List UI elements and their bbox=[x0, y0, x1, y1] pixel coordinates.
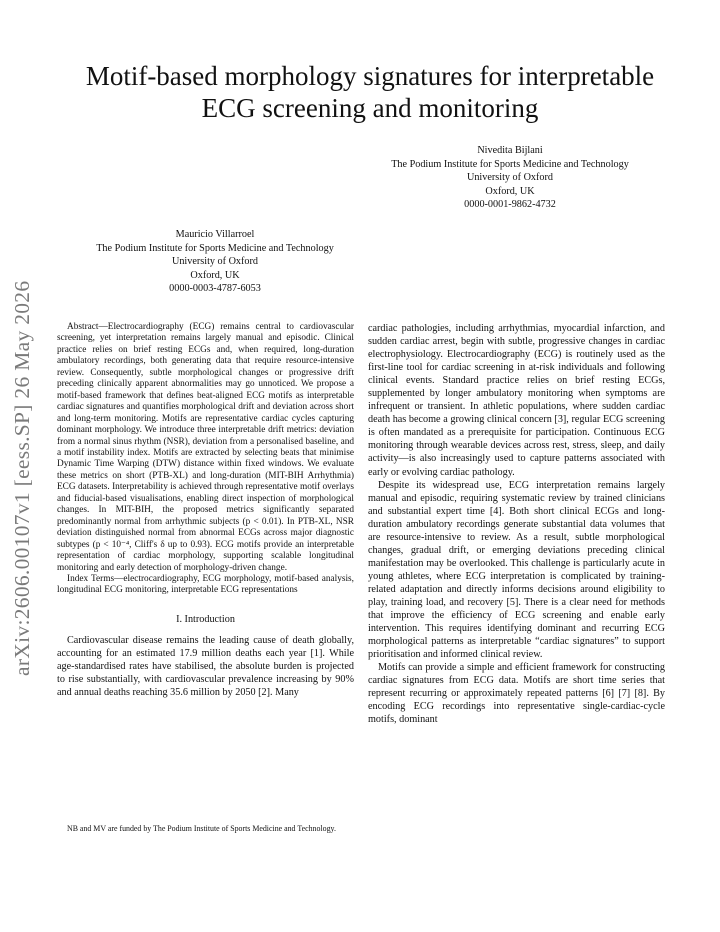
right-column bbox=[368, 322, 665, 726]
author-block-villarroel bbox=[55, 228, 375, 296]
author-block-bijlani bbox=[350, 144, 670, 212]
title-line-2: ECG screening and monitoring bbox=[201, 93, 539, 123]
author-name: Mauricio Villarroel bbox=[175, 229, 255, 240]
author-name: Nivedita Bijlani bbox=[477, 145, 543, 156]
paper-title bbox=[40, 60, 700, 124]
abstract bbox=[57, 322, 354, 597]
author-affiliation: The Podium Institute for Sports Medicine and Technology bbox=[96, 242, 334, 254]
section-heading-introduction: I. Introduction bbox=[176, 613, 235, 625]
left-column bbox=[57, 322, 354, 699]
body-paragraph-1: cardiac pathologies, including arrhythmias, myocardial infarction, and sudden cardiac arrest, begin with subtle, progressive changes in cardiac electrophysiology. Electrocardiography (ECG) is routinely used as the first-line tool for cardiac screening in at-risk individuals and following clinical events. Standard practice relies on brief resting ECGs, supplemented by longer ambulatory monitoring when symptoms are infrequent or transient. In athletic populations, where sudden cardiac death has become a growing clinical concern [3], regular ECG screening is often mandated as a prerequisite for participation. Continuous ECG monitoring through wearable devices across rest, stress, sleep, and daily activity—is also increasingly used to capture patterns associated with early or evolving cardiac pathology. bbox=[368, 323, 665, 478]
body-paragraph-2: Despite its widespread use, ECG interpretation remains largely manual and episodic, requiring systematic review by trained clinicians and substantial expert time [4]. Both short clinical ECGs and long-duration ambulatory recordings generate substantial data volumes that are resource-intensive to review. As a result, subtle morphological changes, gradual drift, or emerging deviations preceding clinical manifestation may be overlooked. This challenge is particularly acute in young athletes, where ECG interpretation is complicated by training-related adaptation and directly informs decisions around eligibility to play, training load, and recovery [5]. There is a clear need for methods that improve the efficiency of ECG screening and enable early intervention. This requires identifying dominant and recurring ECG morphological patterns as interpretable “cardiac signatures” to support prioritisation and informed clinical review. bbox=[368, 479, 665, 661]
title-line-1: Motif-based morphology signatures for interpretable bbox=[85, 61, 655, 91]
body-paragraph-3: Motifs can provide a simple and efficient framework for constructing cardiac signatures from ECG data. Motifs are short time series that represent recurring or approximately repeated patterns [6] [7] [8]. By encoding ECG recordings into representative single-cardiac-cycle motifs, dominant bbox=[368, 662, 665, 726]
author-orcid: 0000-0003-4787-6053 bbox=[169, 283, 261, 295]
intro-paragraph: Cardiovascular disease remains the leading cause of death globally, accounting for an estimated 17.9 million deaths each year [1]. While age-standardised rates have stabilised, the absolute burden is projected to rise substantially, with cardiovascular prevalence increasing by 90% and annual deaths reaching 35.6 million by 2050 [2]. Many bbox=[57, 634, 354, 699]
funding-footnote: NB and MV are funded by The Podium Institute of Sports Medicine and Technology. bbox=[67, 824, 336, 833]
author-orcid: 0000-0001-9862-4732 bbox=[464, 199, 556, 211]
author-location: Oxford, UK bbox=[190, 269, 240, 281]
index-terms: Index Terms—electrocardiography, ECG morphology, motif-based analysis, longitudinal ECG monitoring, interpretable ECG representations bbox=[57, 573, 354, 596]
author-university: University of Oxford bbox=[171, 256, 258, 268]
author-affiliation: The Podium Institute for Sports Medicine and Technology bbox=[391, 158, 629, 170]
abstract-text: Abstract—Electrocardiography (ECG) remains central to cardiovascular screening, yet interpretation remains largely manual and episodic. Clinical practice relies on brief resting ECGs and, when required, long-duration ambulatory recordings, both generating data that require resource-intensive review. Consequently, subtle morphological changes or progressive drift preceding clinically apparent abnormalities may go unnoticed. We propose a motif-based framework that defines beat-aligned ECG motifs as interpretable cardiac signatures and quantifies morphological drift and deviation across short and long-term monitoring. Motifs are representative cardiac cycles capturing dominant morphology. We introduce three interpretable drift metrics: deviation from a normal sinus rhythm (NSR), deviation from a personalised baseline, and a motif instability index. Motifs are extracted by selecting beats that minimise Dynamic Time Warping (DTW) distance within fixed windows. We evaluate these metrics on short (PTB-XL) and long-duration (MIT-BIH Arrhythmia) ECG datasets. Interpretability is achieved through representative motif overlays and fiducial-based visualisations, enabling direct inspection of morphological changes. In MIT-BIH, the proposed metrics significantly separated predominantly normal from arrhythmic subjects (p < 0.01). In PTB-XL, NSR deviation distinguished normal from abnormal ECGs across major diagnostic subtypes (p < 10⁻⁴, Cliff's δ up to 0.93). ECG motifs provide an interpretable representation of cardiac morphology, supporting scalable longitudinal monitoring and early detection of morphology-driven change. bbox=[57, 322, 354, 573]
author-location: Oxford, UK bbox=[485, 185, 535, 197]
author-university: University of Oxford bbox=[466, 172, 553, 184]
arxiv-identifier: arXiv:2606.00107v1 [eess.SP] 26 May 2026 bbox=[10, 280, 34, 676]
